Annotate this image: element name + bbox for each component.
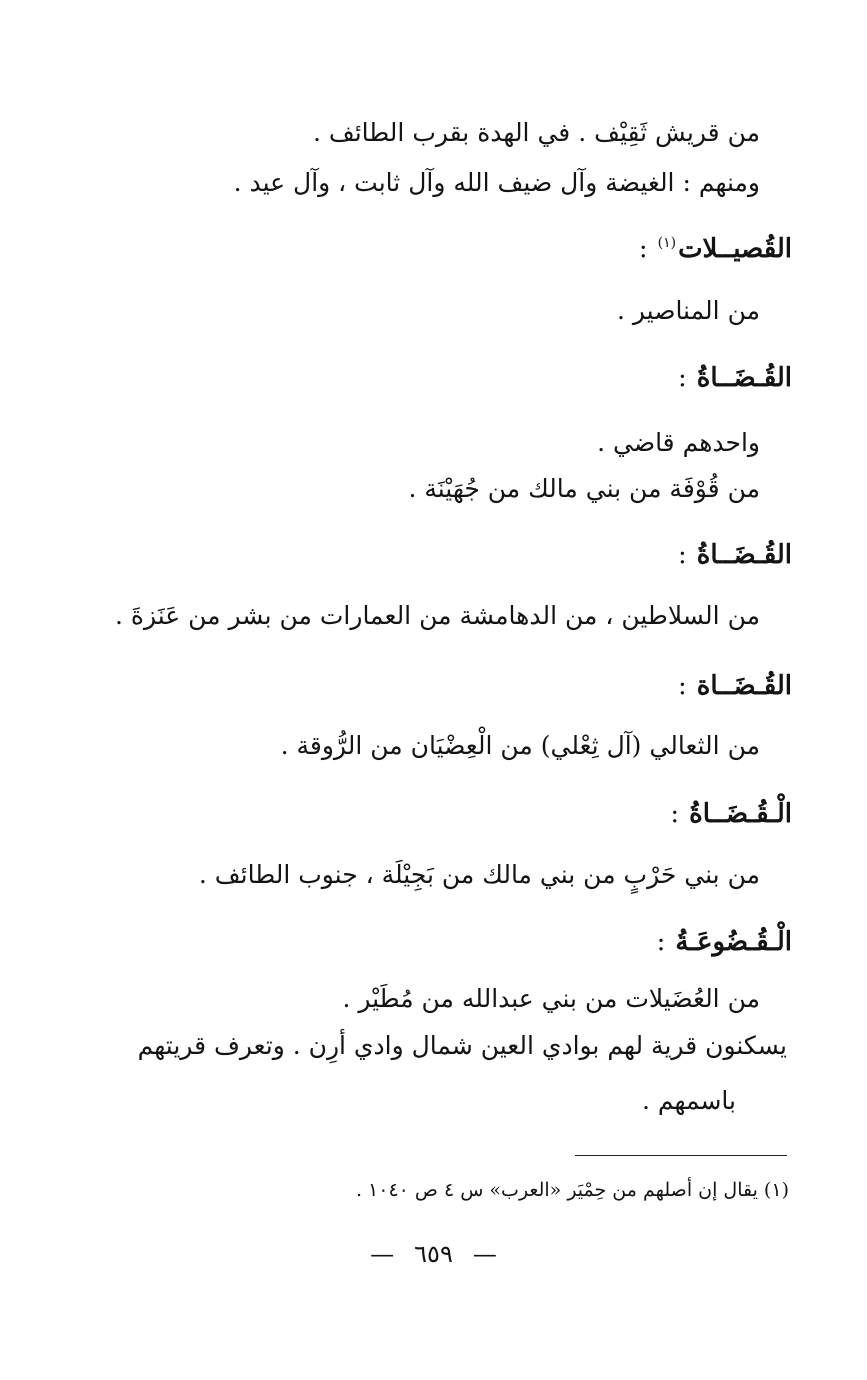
entry-text: باسمهم .	[641, 1086, 736, 1115]
entry-text: واحدهم قاضي .	[597, 428, 760, 457]
page-number-dash: —	[472, 1240, 497, 1268]
entry-heading-text: الْـقُـضُوعَـةُ	[675, 927, 792, 957]
heading-colon: :	[677, 363, 687, 393]
footnote-separator	[575, 1155, 787, 1156]
body-line: من قريش ثَقِيْف . في الهدة بقرب الطائف .	[312, 118, 760, 147]
entry-text: من السلاطين ، من الدهامشة من العمارات من بشر من عَنَزةَ .	[114, 601, 760, 630]
entry-heading	[678, 542, 792, 568]
heading-colon: :	[638, 234, 648, 264]
entry-text: من العُضَيلات من بني عبدالله من مُطَيْر .	[342, 984, 760, 1013]
entry-heading-text: القُصيــلات	[678, 234, 792, 264]
body-line: ومنهم : الغيضة وآل ضيف الله وآل ثابت ، وآل عيد .	[233, 168, 760, 197]
entry-heading	[678, 673, 792, 699]
entry-text: من قُوْفَة من بني مالك من جُهَيْنَة .	[408, 474, 760, 503]
footnote: (١) يقال إن أصلهم من حِمْيَر «العرب» س ٤ ص ١٠٤٠ .	[355, 1179, 789, 1201]
entry-heading-text: القُـضَــاةُ	[696, 540, 792, 570]
heading-colon: :	[677, 540, 687, 570]
entry-heading-text: القُـضَــاة	[696, 671, 792, 701]
entry-heading	[670, 801, 792, 827]
entry-text: من الثعالي (آل ثِعْلي) من الْعِضْيَان من الرُّوقة .	[280, 731, 760, 760]
page-number: ٦٥٩	[414, 1240, 453, 1268]
entry-heading	[657, 929, 792, 955]
entry-heading-text: القُـضَــاةُ	[696, 363, 792, 393]
entry-heading	[639, 236, 792, 262]
heading-colon: :	[677, 671, 687, 701]
entry-heading	[678, 365, 792, 391]
footnote-reference: (١)	[657, 235, 677, 252]
entry-text: يسكنون قرية لهم بوادي العين شمال وادي أرِن . وتعرف قريتهم	[137, 1031, 787, 1060]
entry-heading-text: الْـقُـضَــاةُ	[689, 799, 792, 829]
entry-text: من المناصير .	[616, 296, 760, 325]
entry-text: من بني حَرْبٍ من بني مالك من بَجِيْلَة ، جنوب الطائف .	[198, 860, 760, 889]
page-number-line	[0, 1240, 867, 1268]
heading-colon: :	[670, 799, 680, 829]
heading-colon: :	[656, 927, 666, 957]
page-number-dash: —	[370, 1240, 395, 1268]
